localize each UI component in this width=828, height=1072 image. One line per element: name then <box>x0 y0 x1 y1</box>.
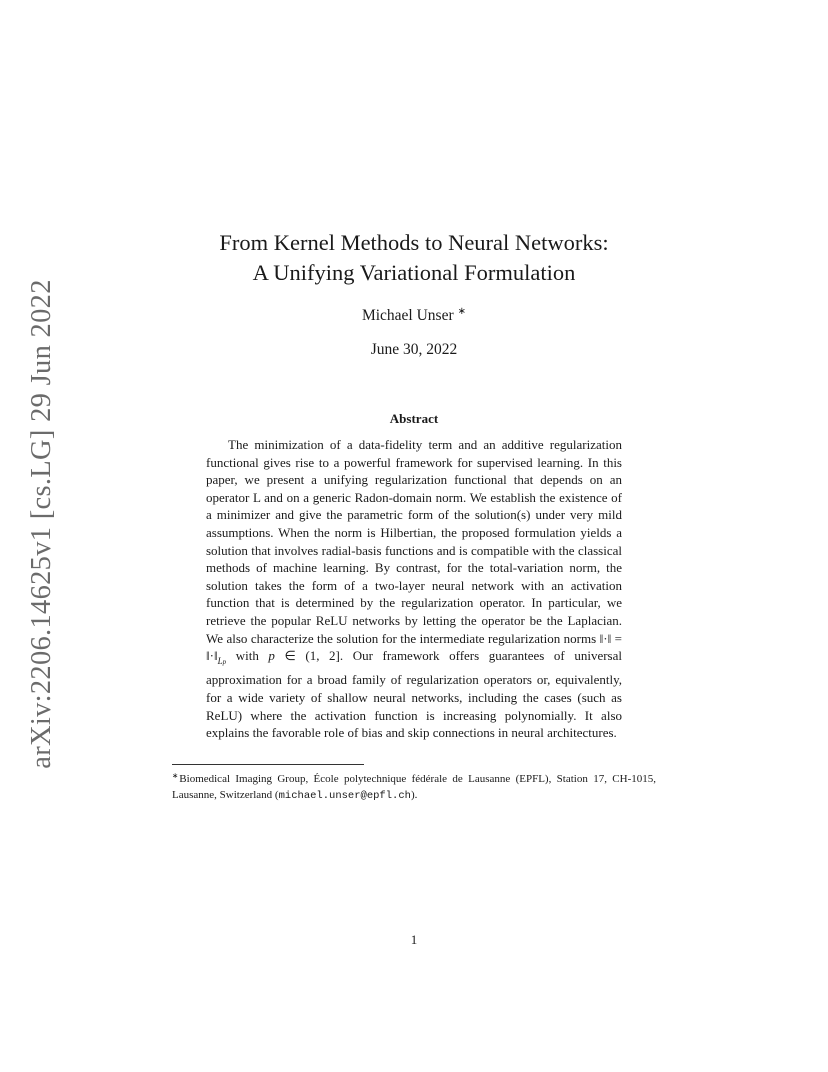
affiliation-footnote <box>172 768 656 804</box>
footnote-mark: ∗ <box>172 771 179 780</box>
abstract-math-range: ∈ (1, 2] <box>274 648 340 664</box>
author-footnote-mark: ∗ <box>457 306 467 317</box>
abstract-text <box>206 436 622 742</box>
footnote-divider <box>172 764 364 765</box>
paper-date: June 30, 2022 <box>370 341 458 358</box>
abstract-math-with: with <box>226 648 269 664</box>
author-name: Michael Unser <box>361 307 454 324</box>
footnote-close: ). <box>410 788 418 801</box>
page-number: 1 <box>410 932 418 947</box>
abstract-math-p: p <box>268 648 275 664</box>
paper-title-line-1: From Kernel Methods to Neural Networks: <box>219 230 609 255</box>
abstract-text-part-1: The minimization of a data-fidelity term and an additive regularization functional gives rise to a powerful framework for supervised learning. In this paper, we present a unifying regularization functional that depends on an operator L and on a generic Radon-domain norm. We establish the existence of a minimizer and give the parametric form of the solution(s) under very mild assumptions. When the norm is Hilbertian, the proposed formulation yields a solution that involves radial-basis functions and is compatible with the classical methods of machine learning. By contrast, for the total-variation norm, the solution takes the form of a two-layer neural network with an activation function that is determined by the regularization operator. In particular, we retrieve the popular ReLU networks by letting the operator be the Laplacian. We also characterize the solution for the intermediate regularization norms <box>206 437 622 646</box>
author-email-link[interactable]: michael.unser@epfl.ch <box>278 789 411 802</box>
paper-title <box>0 228 828 288</box>
abstract-math-norm: ‖·‖ = ‖·‖ <box>206 630 622 664</box>
abstract-heading: Abstract <box>389 411 439 426</box>
paper-title-line-2: A Unifying Variational Formulation <box>252 260 576 285</box>
author-line <box>0 306 828 325</box>
abstract-math-sub-l: L <box>217 655 223 666</box>
footnote-text: Biomedical Imaging Group, École polytechnique fédérale de Lausanne (EPFL), Station 17, CH-1015, Lausanne, Switzerland ( <box>172 773 656 801</box>
abstract-text-part-2: . Our framework offers guarantees of universal approximation for a broad family of regularization operators or, equivalently, for a wide variety of shallow neural networks, including the cases (such as ReLU) where the activation function is increasing polynomially. It also explains the favorable role of bias and skip connections in neural architectures. <box>206 648 622 741</box>
abstract-math-sub-p: p <box>222 657 227 666</box>
arxiv-identifier-text: arXiv:2206.14625v1 [cs.LG] 29 Jun 2022 <box>26 279 58 769</box>
